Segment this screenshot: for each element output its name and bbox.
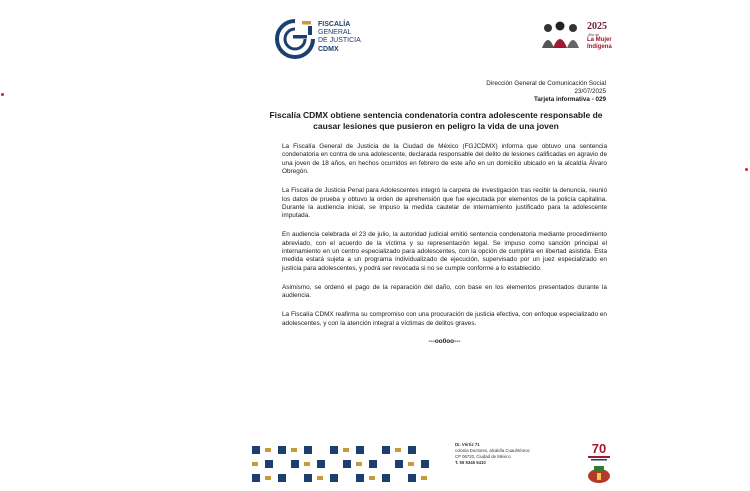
date: 23/07/2025: [574, 88, 606, 95]
city-emblem-icon: [586, 464, 612, 484]
address-colonia: colonia Doctores, alcaldía Cuauhtémoc: [455, 448, 530, 453]
fgj-logo-icon: [274, 18, 316, 60]
anniversary-seal-icon: [584, 438, 614, 462]
campaign-logo: [540, 16, 616, 52]
logo-line: FISCALÍA: [318, 21, 351, 28]
campaign-year: 2025: [587, 21, 607, 32]
address-street: Dr. Vértiz 71: [455, 442, 480, 447]
document-meta: [486, 80, 606, 104]
paragraph: En audiencia celebrada el 23 de julio, la autoridad judicial emitió sentencia condenatoria mediante procedimiento abreviado, con el acuerdo de la víctima y su representación legal. Se impuso como sanción principal el internamiento en un centro especializado para adolescentes, con la opción de cumplirla en libertad asistida. Esta medida estará sujeta a un programa individualizado de ejecución, supervisado por un juez especializado en justicia para adolescentes, y podrá ser revocada si no se cumple conforme a lo establecido.: [282, 231, 607, 272]
campaign-line1: La Mujer: [587, 37, 612, 43]
fgj-logo-text: [318, 21, 361, 54]
logo-line: DE JUSTICIA: [318, 37, 361, 45]
paragraph: La Fiscalía de Justicia Penal para Adolescentes integró la carpeta de investigación tras recibir la denuncia, reunió los datos de prueba y obtuvo la orden de aprehensión que fue ejecutada por elementos de la policía capitalina. Durante la audiencia inicial, se impuso la medida cautelar de internamiento justificado para la adolescente imputada.: [282, 187, 607, 220]
paragraph: La Fiscalía General de Justicia de la Ciudad de México (FGJCDMX) informa que obtuvo una sentencia condenatoria en contra de una adolescente, declarada responsable del delito de lesiones calificadas en agravio de una joven de 18 años, en hechos ocurridos en febrero de este año en un domicilio ubicado en la alcaldía Álvaro Obregón.: [282, 143, 607, 176]
women-illustration-icon: [540, 18, 584, 50]
logo-line: GENERAL: [318, 29, 352, 37]
campaign-line2: Indígena: [587, 44, 612, 50]
paragraph: Asimismo, se ordenó el pago de la reparación del daño, con base en los elementos presentados durante la audiencia.: [282, 283, 607, 300]
margin-mark: [1, 93, 4, 96]
press-title: Fiscalía CDMX obtiene sentencia condenatoria contra adolescente responsable de causar lesiones que pusieron en peligro la vida de una joven: [269, 110, 603, 131]
press-body: [282, 143, 607, 357]
paragraph: La Fiscalía CDMX reafirma su compromiso con una procuración de justicia efectiva, con enfoque especializado en adolescentes, y con la atención integral a víctimas de delitos graves.: [282, 311, 607, 327]
address-cp: CP 06720, Ciudad de México: [455, 454, 511, 459]
logo-line: CDMX: [318, 45, 339, 53]
footer-address: [455, 442, 530, 466]
department: Dirección General de Comunicación Social: [486, 80, 606, 87]
margin-mark: [745, 168, 748, 171]
address-phone: T. 55 5345 5410: [455, 460, 486, 465]
closing-mark: ---oo0oo---: [428, 338, 461, 346]
campaign-small: Año de: [588, 33, 600, 37]
decorative-pattern-icon: [252, 444, 440, 486]
seal-number: 70: [591, 441, 607, 456]
card-number: Tarjeta informativa - 029: [534, 96, 606, 103]
